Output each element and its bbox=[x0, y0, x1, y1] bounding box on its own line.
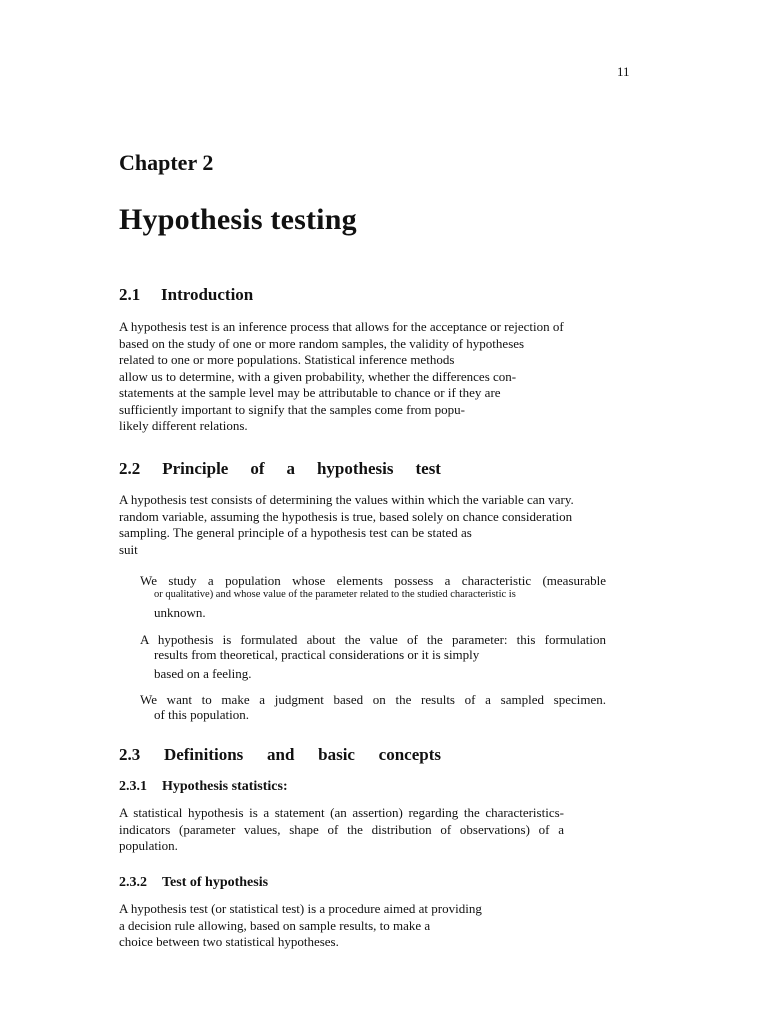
section-title-word: Definitions bbox=[163, 745, 244, 764]
chapter-label: Chapter 2 bbox=[119, 150, 214, 175]
paragraph-line: sampling. The general principle of a hypothesis test can be stated as bbox=[119, 525, 472, 540]
section-2-1-heading bbox=[119, 285, 253, 305]
paragraph-line: A hypothesis test is an inference process that allows for the acceptance or rejection of bbox=[119, 319, 564, 334]
paragraph-line: A hypothesis test (or statistical test) is a procedure aimed at providing bbox=[119, 901, 482, 916]
section-2-2-heading bbox=[119, 459, 441, 479]
section-title-word: a bbox=[286, 459, 295, 478]
section-title-word: of bbox=[250, 459, 265, 478]
paragraph-line: indicators (parameter values, shape of the distribution of observations) of a bbox=[119, 821, 564, 837]
principle-item-2 bbox=[140, 632, 606, 681]
paragraph-line: a decision rule allowing, based on sample results, to make a bbox=[119, 917, 431, 933]
section-title-word: concepts bbox=[378, 745, 441, 764]
paragraph-line: suit bbox=[119, 541, 138, 557]
item-first-line: A hypothesis is formulated about the value of the parameter: this formulation bbox=[140, 632, 606, 647]
item-continuation-line: results from theoretical, practical considerations or it is simply bbox=[154, 647, 480, 662]
section-2-2-paragraph bbox=[119, 492, 574, 558]
section-number: 2.3 bbox=[119, 745, 141, 764]
section-title-word: basic bbox=[318, 745, 355, 764]
paragraph-line: allow us to determine, with a given probability, whether the differences con- bbox=[119, 368, 517, 384]
subsection-title: Hypothesis statistics: bbox=[162, 779, 288, 794]
principle-item-1 bbox=[140, 573, 606, 620]
subsection-title: Test of hypothesis bbox=[162, 875, 269, 890]
section-title-word: test bbox=[415, 459, 441, 478]
principle-item-3 bbox=[140, 692, 606, 722]
subsection-2-3-1-heading bbox=[119, 779, 288, 795]
paragraph-line: A statistical hypothesis is a statement (an assertion) regarding the characteristics- bbox=[119, 805, 564, 820]
paragraph-line: related to one or more populations. Statistical inference methods bbox=[119, 352, 455, 367]
paragraph-line: A hypothesis test consists of determining the values within which the variable can vary. bbox=[119, 492, 574, 507]
item-continuation-line: based on a feeling. bbox=[154, 666, 252, 681]
paragraph-line: sufficiently important to signify that the samples come from popu- bbox=[119, 401, 465, 417]
section-number: 2.2 bbox=[119, 459, 141, 478]
paragraph-line: population. bbox=[119, 838, 178, 853]
chapter-title: Hypothesis testing bbox=[119, 203, 357, 236]
subsection-2-3-1-paragraph bbox=[119, 805, 564, 855]
section-title-word: hypothesis bbox=[316, 459, 394, 478]
subsection-2-3-2-heading bbox=[119, 875, 268, 891]
section-title: Introduction bbox=[161, 285, 254, 304]
item-first-line: We study a population whose elements possess a characteristic (measurable bbox=[140, 573, 606, 588]
item-small-line: or qualitative) and whose value of the parameter related to the studied characteristic is bbox=[154, 589, 516, 600]
section-title-word: Principle bbox=[162, 459, 229, 478]
section-title-word: and bbox=[267, 745, 295, 764]
section-2-3-heading bbox=[119, 745, 441, 765]
item-continuation-line: of this population. bbox=[154, 707, 249, 722]
subsection-2-3-2-paragraph bbox=[119, 901, 482, 951]
paragraph-line: random variable, assuming the hypothesis is true, based solely on chance consideration bbox=[119, 508, 573, 524]
item-continuation-line: unknown. bbox=[154, 605, 206, 620]
paragraph-line: based on the study of one or more random samples, the validity of hypotheses bbox=[119, 335, 525, 351]
page-number: 11 bbox=[617, 64, 630, 79]
subsection-number: 2.3.1 bbox=[119, 779, 147, 794]
paragraph-line: statements at the sample level may be attributable to chance or if they are bbox=[119, 385, 501, 400]
paragraph-line: likely different relations. bbox=[119, 418, 248, 433]
paragraph-line: choice between two statistical hypotheses. bbox=[119, 934, 339, 949]
section-number: 2.1 bbox=[119, 285, 141, 304]
item-first-line: We want to make a judgment based on the results of a sampled specimen. bbox=[140, 692, 606, 707]
subsection-number: 2.3.2 bbox=[119, 875, 147, 890]
section-2-1-paragraph bbox=[119, 319, 564, 435]
